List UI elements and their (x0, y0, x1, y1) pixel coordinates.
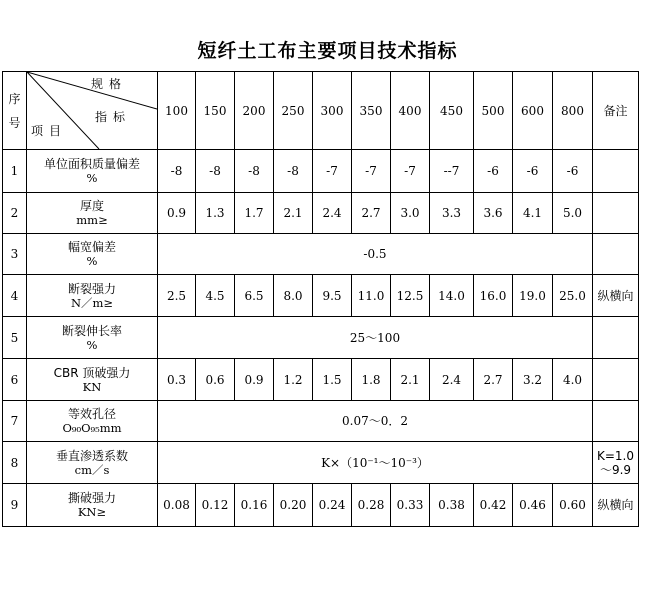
value-cell: 0.20 (274, 484, 313, 527)
row-number: 1 (3, 150, 27, 193)
value-cell: 4.1 (513, 193, 553, 234)
value-cell: -8 (235, 150, 274, 193)
table-row (3, 442, 639, 484)
value-cell: 12.5 (391, 275, 430, 317)
value-cell: -6 (474, 150, 513, 193)
remark-cell (593, 317, 639, 359)
row-number: 6 (3, 359, 27, 401)
value-cell: 2.7 (352, 193, 391, 234)
value-cell: 2.1 (391, 359, 430, 401)
spec-header: 250 (274, 72, 313, 150)
spec-header: 600 (513, 72, 553, 150)
value-cell: 1.5 (313, 359, 352, 401)
value-cell: 0.3 (158, 359, 196, 401)
item-unit: cm／s (74, 462, 110, 477)
table-row (3, 359, 639, 401)
page-title: 短纤土工布主要项目技术指标 (197, 40, 458, 62)
remark-cell: K=1.0～9.9 (593, 442, 639, 484)
table-row (3, 401, 639, 442)
value-cell: 4.0 (553, 359, 593, 401)
item-name: 等效孔径 (67, 407, 116, 421)
spec-header: 300 (313, 72, 352, 150)
value-cell: 0.38 (430, 484, 474, 527)
value-cell: -6 (513, 150, 553, 193)
value-cell: 0.9 (158, 193, 196, 234)
value-cell: 14.0 (430, 275, 474, 317)
remark-cell (593, 234, 639, 275)
value-cell: 0.24 (313, 484, 352, 527)
value-cell: 0.33 (391, 484, 430, 527)
value-cell: 11.0 (352, 275, 391, 317)
item-name-cell (27, 150, 158, 193)
row-number: 9 (3, 484, 27, 527)
value-cell: 0.12 (196, 484, 235, 527)
remark-cell (593, 193, 639, 234)
value-cell: 1.2 (274, 359, 313, 401)
value-cell: 3.0 (391, 193, 430, 234)
item-name: CBR 顶破强力 (53, 365, 131, 380)
item-unit: % (86, 337, 98, 352)
table-row (3, 150, 639, 193)
item-name-cell (27, 317, 158, 359)
merged-value-cell: 25～100 (158, 317, 593, 359)
value-cell: 9.5 (313, 275, 352, 317)
row-number: 2 (3, 193, 27, 234)
value-cell: 0.9 (235, 359, 274, 401)
spec-header: 350 (352, 72, 391, 150)
row-number: 4 (3, 275, 27, 317)
table-row (3, 234, 639, 275)
merged-value-cell: -0.5 (158, 234, 593, 275)
value-cell: 8.0 (274, 275, 313, 317)
item-name: 单位面积质量偏差 (43, 157, 140, 171)
item-unit: KN≥ (77, 505, 107, 519)
table-row (3, 193, 639, 234)
item-name: 撕破强力 (67, 491, 116, 505)
remark-cell: 纵横向 (593, 484, 639, 527)
row-number: 3 (3, 234, 27, 275)
value-cell: -6 (553, 150, 593, 193)
value-cell: 0.28 (352, 484, 391, 527)
row-number: 8 (3, 442, 27, 484)
corner-spec-label: 规格 (91, 77, 128, 91)
value-cell: -7 (391, 150, 430, 193)
value-cell: 0.42 (474, 484, 513, 527)
value-cell: 3.2 (513, 359, 553, 401)
remark-header: 备注 (593, 72, 639, 150)
corner-item-label: 项目 (31, 124, 68, 138)
remark-cell: 纵横向 (593, 275, 639, 317)
item-name-cell (27, 234, 158, 275)
value-cell: 2.5 (158, 275, 196, 317)
item-name: 垂直渗透系数 (55, 448, 128, 463)
value-cell: 16.0 (474, 275, 513, 317)
value-cell: 2.7 (474, 359, 513, 401)
table-row (3, 484, 639, 527)
spec-header: 450 (430, 72, 474, 150)
value-cell: --7 (430, 150, 474, 193)
spec-header: 800 (553, 72, 593, 150)
value-cell: -7 (352, 150, 391, 193)
value-cell: 3.3 (430, 193, 474, 234)
spec-header: 200 (235, 72, 274, 150)
spec-header: 500 (474, 72, 513, 150)
row-number: 5 (3, 317, 27, 359)
value-cell: 25.0 (553, 275, 593, 317)
remark-cell (593, 359, 639, 401)
value-cell: 0.46 (513, 484, 553, 527)
value-cell: 2.4 (313, 193, 352, 234)
item-name: 断裂强力 (67, 281, 116, 296)
item-name-cell (27, 359, 158, 401)
value-cell: 1.8 (352, 359, 391, 401)
corner-index-label: 指标 (95, 110, 132, 124)
value-cell: 2.1 (274, 193, 313, 234)
value-cell: 6.5 (235, 275, 274, 317)
item-name-cell (27, 193, 158, 234)
spec-table (2, 71, 639, 527)
value-cell: -8 (158, 150, 196, 193)
item-unit: % (86, 171, 98, 185)
item-unit: KN (82, 379, 102, 394)
merged-value-cell: 0.07～0．2 (158, 401, 593, 442)
value-cell: 0.16 (235, 484, 274, 527)
row-number: 7 (3, 401, 27, 442)
value-cell: 3.6 (474, 193, 513, 234)
value-cell: 1.3 (196, 193, 235, 234)
value-cell: -7 (313, 150, 352, 193)
item-name: 幅宽偏差 (67, 240, 116, 254)
value-cell: 0.6 (196, 359, 235, 401)
item-name-cell (27, 442, 158, 484)
table-row (3, 317, 639, 359)
table-row (3, 275, 639, 317)
spec-header: 150 (196, 72, 235, 150)
item-name-cell (27, 484, 158, 527)
value-cell: -8 (196, 150, 235, 193)
spec-header: 400 (391, 72, 430, 150)
remark-cell (593, 150, 639, 193)
item-name-cell (27, 275, 158, 317)
item-name: 厚度 (79, 199, 104, 213)
value-cell: 0.08 (158, 484, 196, 527)
item-name-cell (27, 401, 158, 442)
header-row (3, 72, 639, 150)
value-cell: 5.0 (553, 193, 593, 234)
value-cell: 4.5 (196, 275, 235, 317)
value-cell: 0.60 (553, 484, 593, 527)
value-cell: 1.7 (235, 193, 274, 234)
item-unit: O₉₀O₉₅mm (62, 421, 122, 435)
item-unit: N／m≥ (70, 295, 114, 310)
value-cell: 19.0 (513, 275, 553, 317)
corner-header (27, 72, 158, 150)
value-cell: -8 (274, 150, 313, 193)
merged-value-cell: K×（10⁻¹～10⁻³） (158, 442, 593, 484)
item-unit: % (86, 254, 98, 268)
seq-header: 序号 (3, 72, 27, 150)
item-unit: mm≥ (76, 213, 108, 227)
spec-header: 100 (158, 72, 196, 150)
value-cell: 2.4 (430, 359, 474, 401)
item-name: 断裂伸长率 (61, 323, 122, 338)
remark-cell (593, 401, 639, 442)
